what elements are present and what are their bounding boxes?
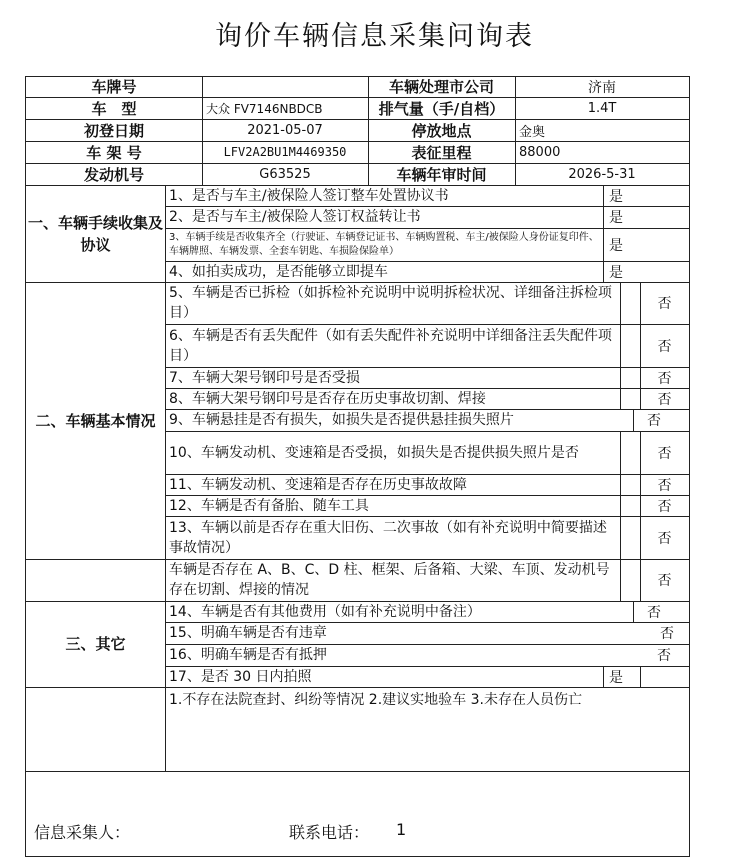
remarks-text: 1.不存在法院查封、纠纷等情况 2.建议实地验车 3.未存在人员伤亡	[169, 692, 582, 708]
parking-value: 金奥	[519, 124, 546, 140]
answer-15: 否	[660, 626, 674, 642]
section-other: 三、其它	[65, 635, 126, 653]
mileage-label: 表征里程	[411, 143, 472, 162]
item-pillars: 车辆是否存在 A、B、C、D 柱、框架、后备箱、大梁、车顶、发动机号存在切割、焊接的情况	[169, 562, 610, 598]
answer-12: 否	[657, 498, 672, 515]
item-4: 4、如拍卖成功，是否能够立即提车	[169, 263, 388, 280]
parking-label: 停放地点	[411, 121, 472, 140]
page-title: 询价车辆信息采集问询表	[215, 21, 534, 52]
answer-9: 否	[647, 413, 661, 429]
inspection-value: 2026-5-31	[568, 166, 636, 182]
item-1: 1、是否与车主/被保险人签订整车处置协议书	[169, 187, 449, 204]
item-15: 15、明确车辆是否有违章	[169, 625, 327, 641]
engine-value: G63525	[259, 166, 311, 182]
vin-value: LFV2A2BU1M4469350	[223, 145, 347, 159]
collector-label: 信息采集人：	[34, 823, 131, 842]
answer-7: 否	[657, 370, 672, 387]
answer-13: 否	[657, 530, 672, 547]
item-12: 12、车辆是否有备胎、随车工具	[169, 497, 369, 514]
displacement-value: 1.4T	[587, 100, 617, 116]
answer-10: 否	[657, 445, 672, 462]
answer-11: 否	[657, 477, 672, 494]
answer-2: 是	[609, 210, 623, 226]
inspection-label: 车辆年审时间	[396, 165, 487, 184]
item-13: 13、车辆以前是否存在重大旧伤、二次事故（如有补充说明中简要描述事故情况）	[169, 519, 607, 556]
answer-6: 否	[657, 338, 672, 355]
phone-value: 1	[396, 820, 407, 839]
reg-date-label: 初登日期	[83, 121, 144, 140]
item-3: 3、车辆手续是否收集齐全（行驶证、车辆登记证书、车辆购置税、车主/被保险人身份证复印件、车辆牌照、车辆发票、全套车钥匙、车损险保险单）	[169, 231, 599, 257]
answer-pillars: 否	[657, 573, 672, 589]
item-9: 9、车辆悬挂是否有损失，如损失是否提供悬挂损失照片	[169, 412, 514, 428]
company-value: 济南	[588, 79, 616, 96]
company-label: 车辆处理市公司	[388, 78, 494, 96]
item-10: 10、车辆发动机、变速箱是否受损，如损失是否提供损失照片是否	[169, 444, 579, 461]
vin-label: 车 架 号	[86, 143, 142, 162]
answer-14: 否	[647, 604, 661, 621]
answer-5: 否	[657, 296, 672, 312]
plate-label: 车牌号	[91, 78, 137, 96]
model-label: 车 型	[91, 99, 137, 118]
mileage-value: 88000	[519, 144, 561, 160]
plate-value	[202, 76, 368, 97]
phone-label: 联系电话：	[289, 823, 370, 842]
answer-17: 是	[609, 669, 623, 686]
item-2: 2、是否与车主/被保险人签订权益转让书	[169, 209, 421, 225]
answer-8: 否	[657, 391, 672, 408]
reg-date-value: 2021-05-07	[247, 122, 323, 138]
item-17: 17、是否 30 日内拍照	[169, 668, 312, 685]
section-procedures: 一、车辆手续收集及协议	[27, 213, 163, 254]
answer-4: 是	[609, 264, 623, 281]
engine-label: 发动机号	[83, 165, 144, 184]
answer-16: 否	[657, 648, 671, 664]
item-16: 16、明确车辆是否有抵押	[169, 647, 327, 663]
item-8: 8、车辆大架号钢印号是否存在历史事故切割、焊接	[169, 390, 486, 407]
answer-1: 是	[609, 188, 623, 205]
answer-3: 是	[609, 237, 623, 254]
item-5: 5、车辆是否已拆检（如拆检补充说明中说明拆检状况、详细备注拆检项目）	[169, 285, 612, 321]
item-6: 6、车辆是否有丢失配件（如有丢失配件补充说明中详细备注丢失配件项目）	[169, 327, 612, 364]
item-11: 11、车辆发动机、变速箱是否存在历史事故故障	[169, 476, 467, 493]
model-value: 大众 FV7146NBDCB	[206, 101, 323, 116]
section-vehicle-condition: 二、车辆基本情况	[35, 411, 156, 430]
displacement-label: 排气量（手/自档）	[378, 99, 505, 118]
item-14: 14、车辆是否有其他费用（如有补充说明中备注）	[169, 603, 481, 620]
item-7: 7、车辆大架号钢印号是否受损	[169, 369, 360, 386]
